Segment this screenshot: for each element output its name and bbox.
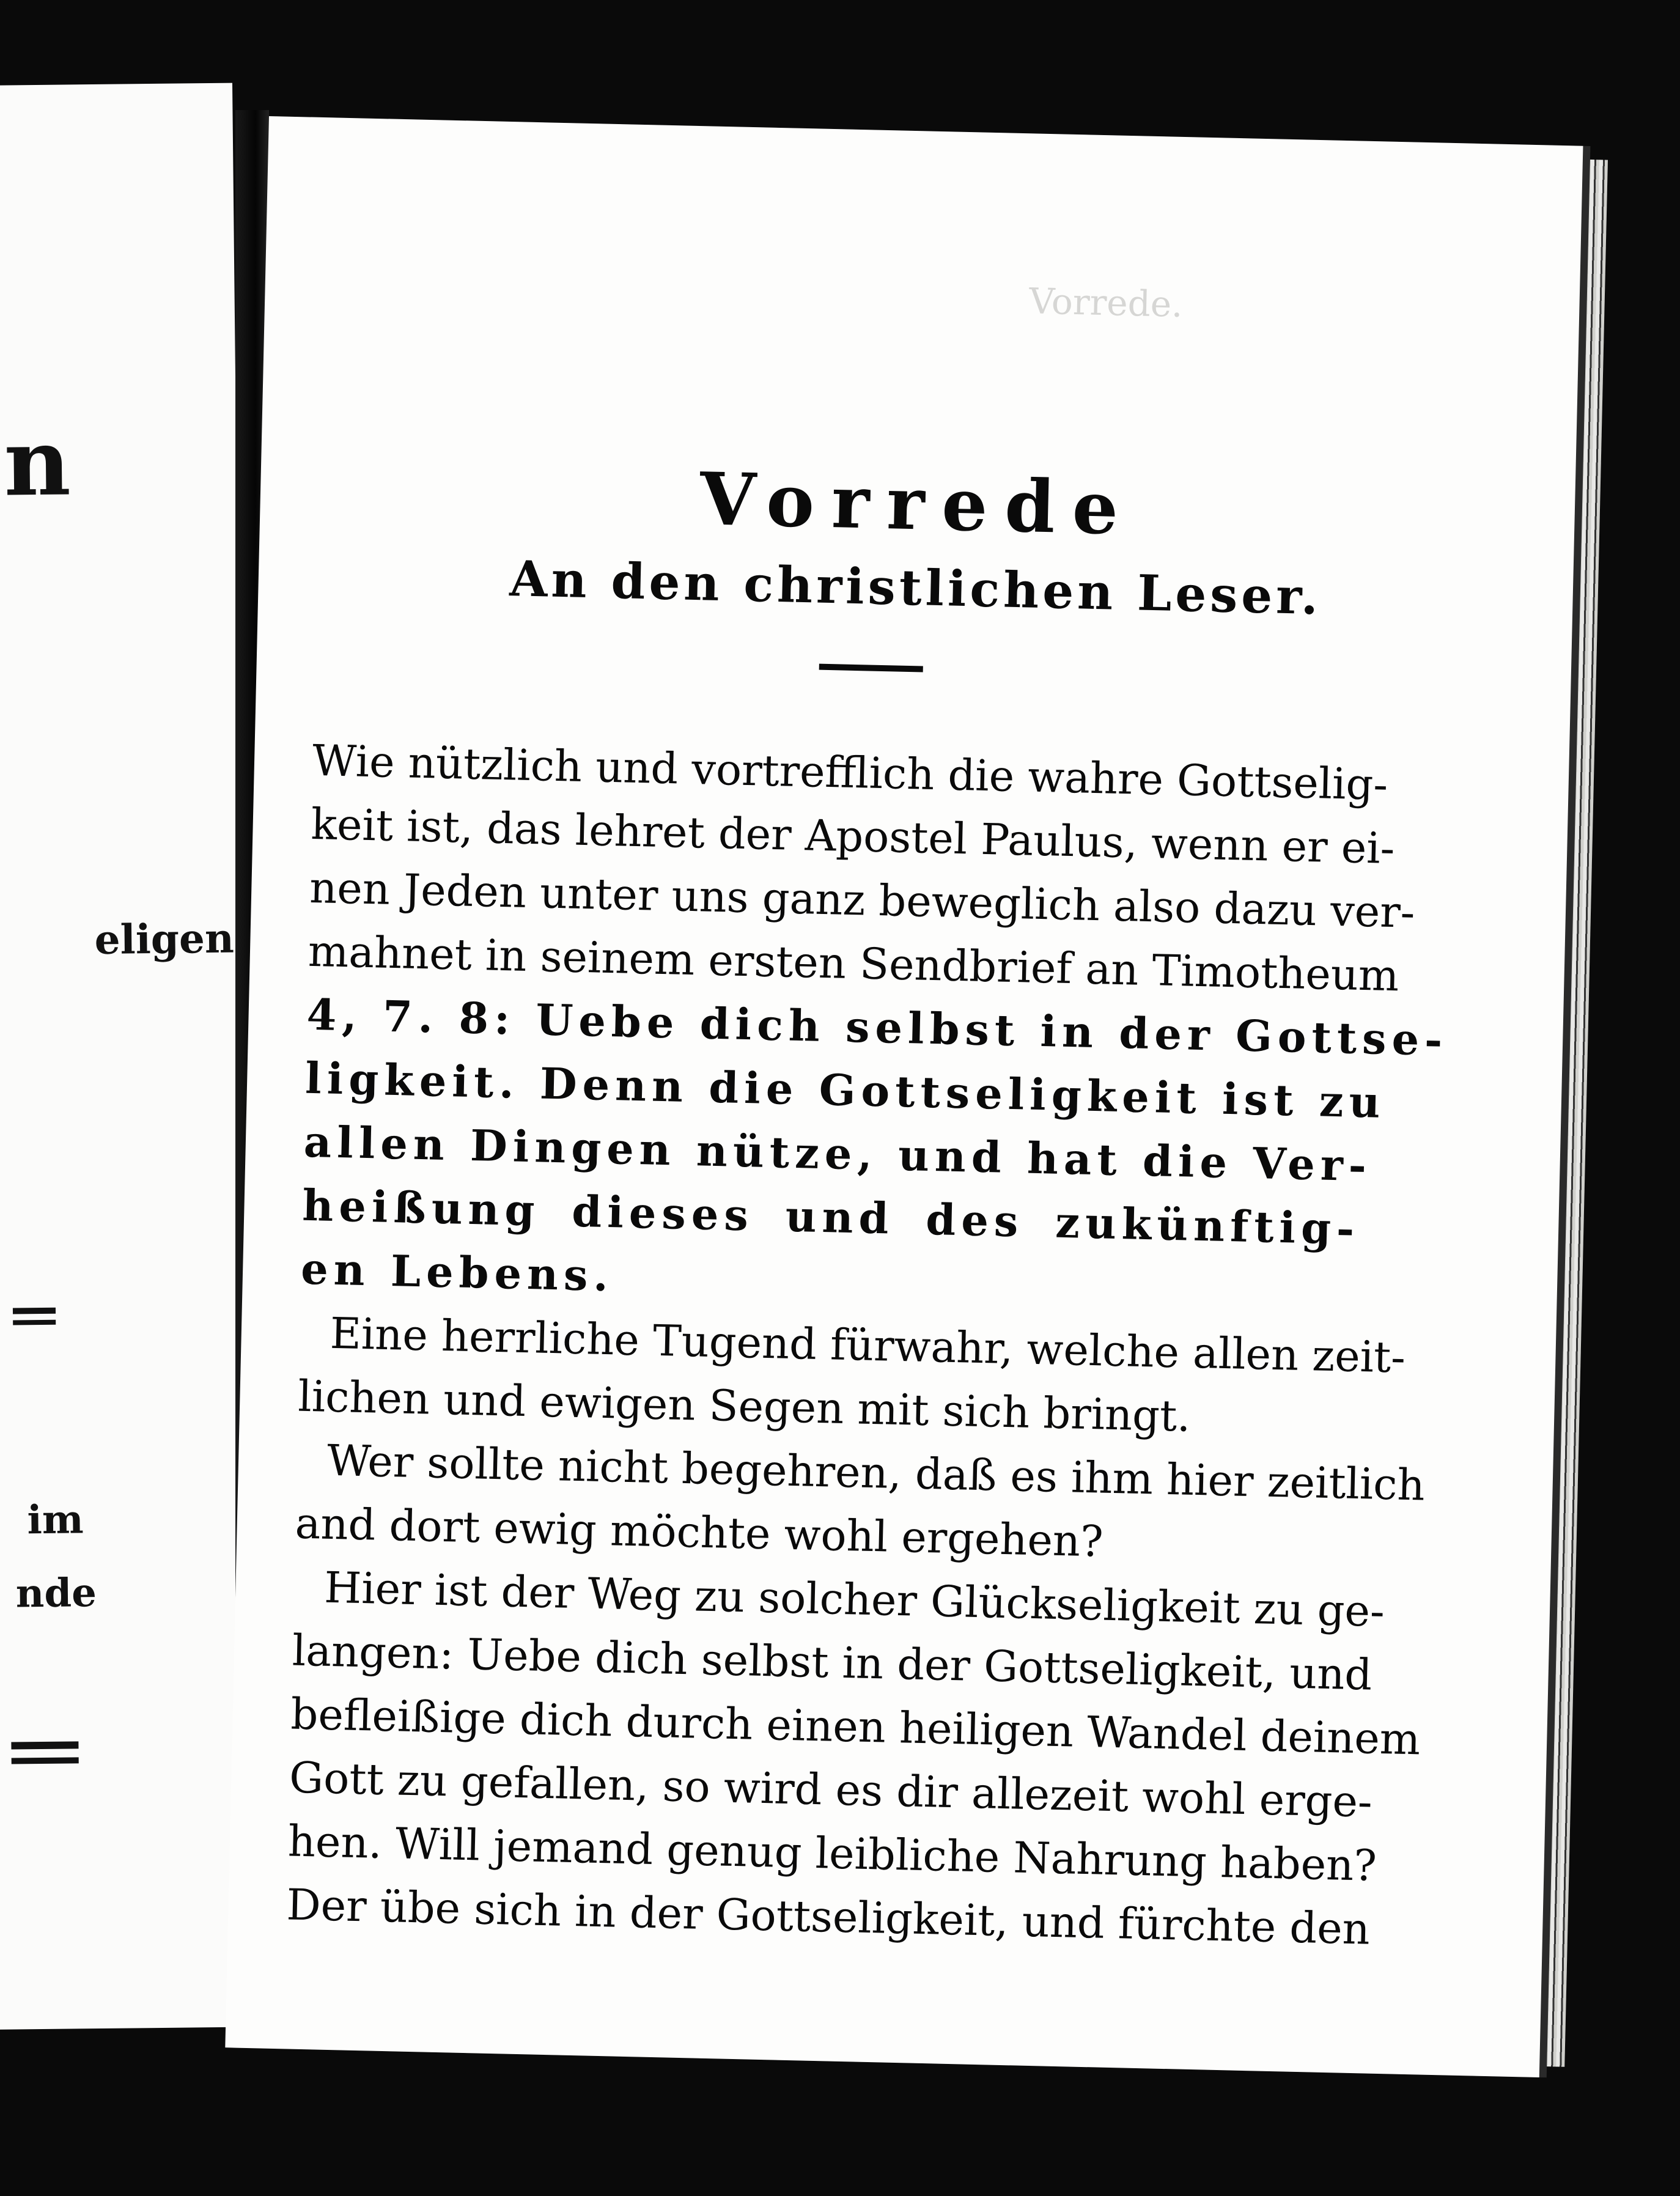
left-page-fragment: eligen bbox=[94, 914, 235, 964]
text-line: langen: Uebe dich selbst in der Gottseligkeit, und bbox=[292, 1625, 1373, 1700]
page-title: Vorrede bbox=[699, 456, 1137, 551]
left-page-mark bbox=[11, 1741, 78, 1749]
text-line: hen. Will jemand genug leibliche Nahrung haben? bbox=[287, 1816, 1377, 1891]
left-page-fragment: im bbox=[27, 1497, 84, 1544]
left-facing-page bbox=[0, 83, 252, 2030]
text-line: Wer sollte nicht begehren, daß es ihm hier zeitlich bbox=[326, 1435, 1426, 1511]
text-line: Der übe sich in der Gottseligkeit, und fürchte den bbox=[286, 1879, 1371, 1955]
text-line: befleißige dich durch einen heiligen Wandel deinem bbox=[290, 1689, 1421, 1765]
text-line: nen Jeden unter uns ganz beweglich also dazu ver- bbox=[309, 862, 1416, 938]
text-line: 4, 7. 8: Uebe dich selbst in der Gottse- bbox=[306, 989, 1449, 1066]
text-line: keit ist, das lehret der Apostel Paulus, wenn er ei- bbox=[310, 798, 1396, 874]
title-rule bbox=[819, 664, 923, 672]
text-line: heißung dieses und des zukünftig- bbox=[301, 1179, 1361, 1255]
left-page-fragment: nde bbox=[15, 1570, 97, 1617]
left-page-mark bbox=[13, 1308, 56, 1314]
left-page-mark bbox=[12, 1757, 79, 1764]
left-page-mark bbox=[13, 1320, 56, 1325]
text-line: ligkeit. Denn die Gottseligkeit ist zu bbox=[304, 1052, 1387, 1128]
text-line: Eine herrliche Tugend fürwahr, welche allen zeit- bbox=[329, 1308, 1406, 1383]
text-line: mahnet in seinem ersten Sendbrief an Timotheum bbox=[308, 926, 1400, 1001]
text-line: lichen und ewigen Segen mit sich bringt. bbox=[297, 1371, 1192, 1442]
page-subtitle: An den christlichen Leser. bbox=[509, 550, 1322, 626]
main-page bbox=[225, 116, 1583, 2077]
text-line: Wie nützlich und vortrefflich die wahre Gottselig- bbox=[312, 735, 1388, 810]
text-line: en Lebens. bbox=[300, 1243, 614, 1302]
bleed-through-running-head: Vorrede. bbox=[1028, 280, 1184, 325]
text-line: Gott zu gefallen, so wird es dir allezeit wohl erge- bbox=[289, 1752, 1373, 1827]
left-page-fragment: n bbox=[3, 408, 72, 517]
text-line: allen Dingen nütze, und hat die Ver- bbox=[303, 1116, 1372, 1192]
text-line: Hier ist der Weg zu solcher Glückseligkeit zu ge- bbox=[323, 1562, 1385, 1637]
body-text bbox=[286, 729, 1449, 1961]
text-line: and dort ewig möchte wohl ergehen? bbox=[294, 1498, 1104, 1567]
